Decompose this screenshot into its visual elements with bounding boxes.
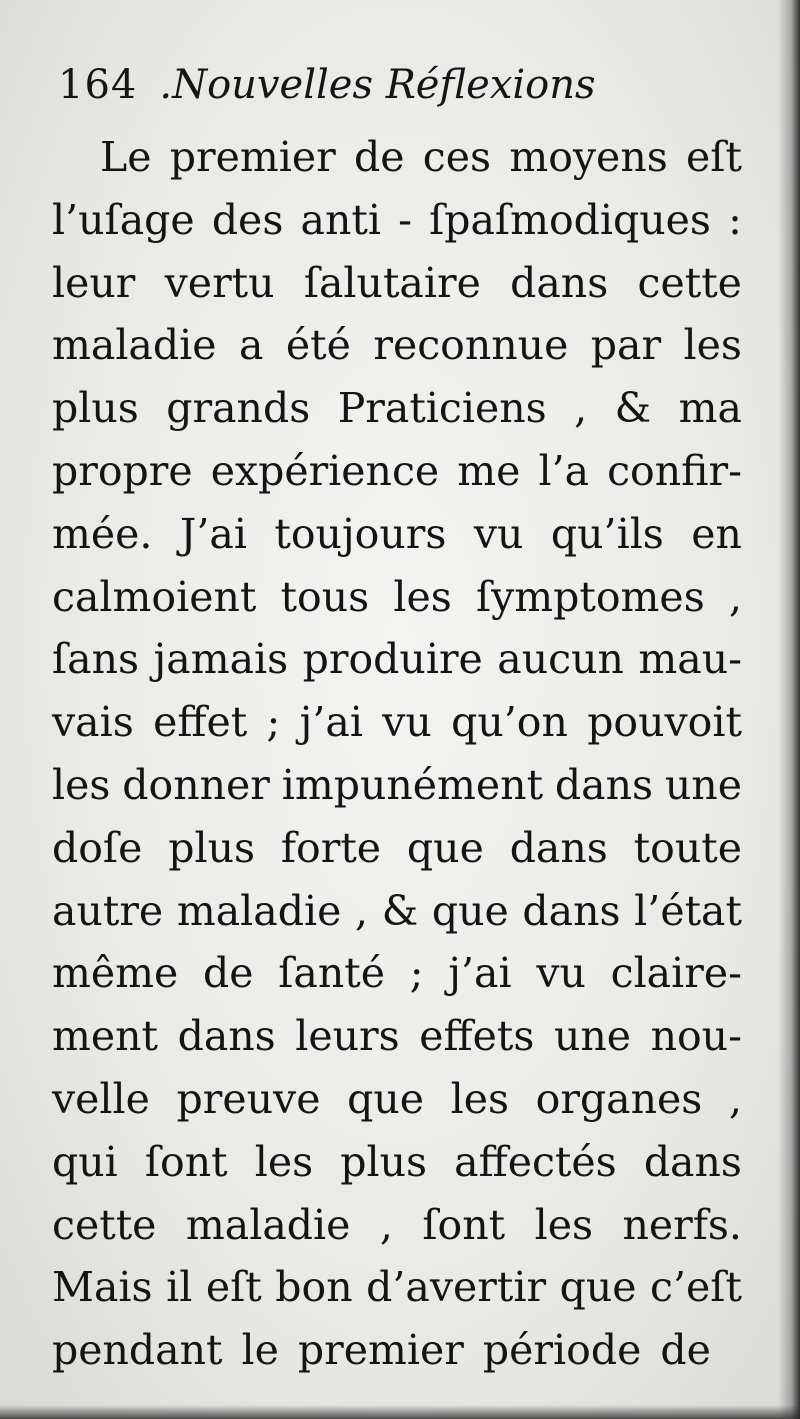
text-line: velle preuve que les organes , xyxy=(52,1074,742,1123)
text-line: maladie a été reconnue par les xyxy=(52,321,742,370)
text-line: Le premier de ces moyens eſt xyxy=(100,133,742,181)
body-text xyxy=(52,126,742,1382)
text-line: vais effet ; j’ai vu qu’on pouvoit xyxy=(52,698,742,747)
text-line: doſe plus forte que dans toute xyxy=(52,823,742,872)
text-line: autre maladie , & que dans l’état xyxy=(52,886,742,935)
text-line: calmoient tous les ſymptomes , xyxy=(52,572,742,621)
page-bottom-shadow xyxy=(0,1405,800,1419)
text-line: propre expérience me l’a confir- xyxy=(52,446,742,495)
text-line: ment dans leurs effets une nou- xyxy=(52,1012,742,1061)
text-line: mée. J’ai toujours vu qu’ils en xyxy=(52,509,742,558)
text-line: qui ſont les plus affectés dans xyxy=(52,1137,742,1186)
running-title: .Nouvelles Réflexions xyxy=(159,62,596,108)
text-line: pendant le premier période de xyxy=(52,1326,711,1375)
page-edge-shadow xyxy=(778,0,800,1419)
text-line: cette maladie , ſont les nerfs. xyxy=(52,1200,742,1249)
text-line: Mais il eſt bon d’avertir que c’eſt xyxy=(52,1263,742,1312)
page-header xyxy=(58,62,596,108)
text-line: ſans jamais produire aucun mau- xyxy=(52,635,742,684)
text-line: leur vertu ſalutaire dans cette xyxy=(52,258,742,307)
text-line: l’uſage des anti - ſpaſmodiques : xyxy=(52,195,742,244)
page-number: 164 xyxy=(58,62,138,108)
text-line: les donner impunément dans une xyxy=(52,760,742,809)
text-line: plus grands Praticiens , & ma xyxy=(52,384,742,433)
text-line: même de ſanté ; j’ai vu claire- xyxy=(52,949,742,998)
